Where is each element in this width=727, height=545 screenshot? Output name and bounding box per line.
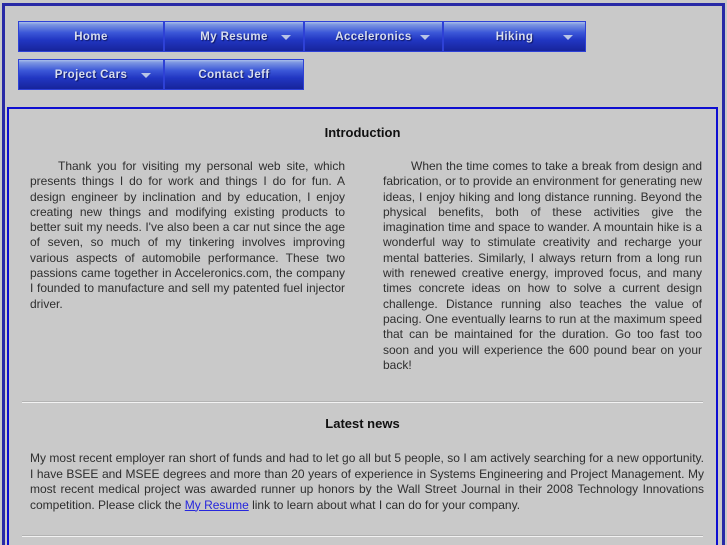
introduction-columns (30, 159, 702, 373)
nav-button-hiking[interactable] (443, 21, 586, 52)
chevron-down-icon (281, 35, 291, 40)
introduction-heading: Introduction (324, 125, 401, 140)
nav-button-project-cars[interactable] (18, 59, 164, 90)
main-content (7, 107, 718, 545)
news-text-before-link: My most recent employer ran short of funds and had to let go all but 5 people, so I am actively searching for a new opportunity. I have BSEE and MSEE degrees and more than 20 years of experience in Systems Engineering and Project Management. My most recent medical project was awarded runner up honors by the Wall Street Journal in their 2008 Technology Innovations competition. Please click the (30, 451, 704, 512)
nav-button-my-resume[interactable] (164, 21, 304, 52)
introduction-left-paragraph: Thank you for visiting my personal web site, which presents things I do for work and things I do for fun. A design engineer by inclination and by education, I enjoy creating new things and modifying existing products to better suit my needs. I've also been a car nut since the age of seven, so much of my tinkering involves improving various aspects of automobile performance. These two passions came together in Acceleronics.com, the company I founded to manufacture and sell my patented fuel injector driver. (30, 159, 345, 311)
nav-button-label: Home (74, 30, 108, 43)
news-text-after-link: link to learn about what I can do for your company. (248, 497, 521, 512)
nav-button-label: Acceleronics (335, 30, 412, 43)
nav-button-home[interactable] (18, 21, 164, 52)
nav-button-contact-jeff[interactable] (164, 59, 304, 90)
nav-button-label: My Resume (200, 30, 268, 43)
nav-button-label: Project Cars (54, 68, 128, 81)
nav-button-label: Contact Jeff (198, 68, 270, 81)
latest-news-heading: Latest news (325, 416, 400, 432)
nav-button-label: Hiking (495, 30, 534, 43)
nav-button-acceleronics[interactable] (304, 21, 443, 52)
bottom-divider (22, 535, 703, 537)
nav-row-1 (18, 21, 586, 52)
chevron-down-icon (420, 35, 430, 40)
latest-news-paragraph (30, 451, 704, 513)
nav-row-2 (18, 59, 586, 90)
introduction-right-paragraph: When the time comes to take a break from design and fabrication, or to provide an environment for generating new ideas, I enjoy hiking and long distance running. Beyond the physical benefits, both of these activities give the imagination time and space to wander. A mountain hike is a wonderful way to stimulate creativity and recharge your mental batteries. Similarly, I always return from a long run with renewed creative energy, improved focus, and many times concrete ideas on how to solve a current design challenge. Distance running also teaches the value of pacing. One eventually learns to run at the maximum speed that can be maintained for the duration. Go too fast too soon and you will experience the 600 pound bear on your back! (383, 159, 702, 372)
chevron-down-icon (563, 35, 573, 40)
my-resume-link[interactable]: My Resume (184, 497, 249, 512)
main-navigation (18, 21, 586, 90)
chevron-down-icon (141, 73, 151, 78)
